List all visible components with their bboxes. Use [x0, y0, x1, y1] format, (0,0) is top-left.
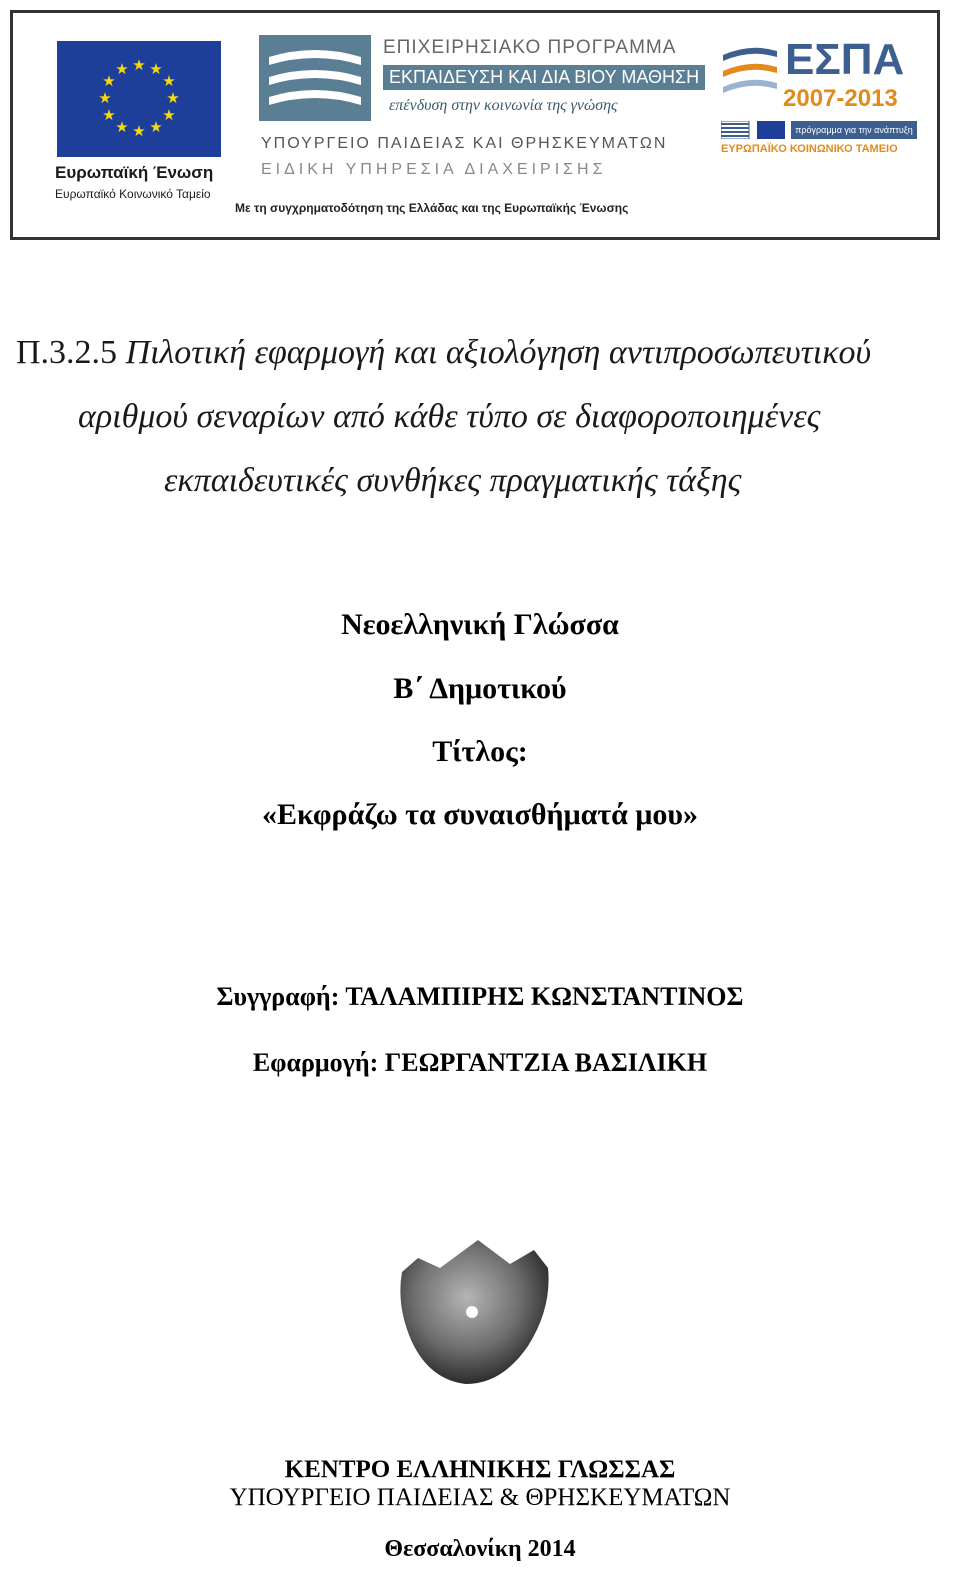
- scenario-title: «Εκφράζω τα συναισθήματά μου»: [262, 798, 698, 831]
- svg-text:★: ★: [102, 72, 116, 90]
- report-heading-line3: εκπαιδευτικές συνθήκες πραγματικής τάξης: [164, 462, 742, 499]
- report-code: Π.3.2.5: [16, 334, 118, 371]
- publisher-ministry: ΥΠΟΥΡΓΕΙΟ ΠΑΙΔΕΙΑΣ & ΘΡΗΣΚΕΥΜΑΤΩΝ: [229, 1484, 731, 1511]
- report-heading-line2: αριθμού σεναρίων από κάθε τύπο σε διαφοροποιημένες: [78, 398, 821, 435]
- svg-text:★: ★: [162, 72, 176, 90]
- subject-name: Νεοελληνική Γλώσσα: [341, 608, 619, 641]
- ministry-line1: ΥΠΟΥΡΓΕΙΟ ΠΑΙΔΕΙΑΣ ΚΑΙ ΘΡΗΣΚΕΥΜΑΤΩΝ: [261, 135, 668, 152]
- funding-banner: [10, 10, 940, 240]
- svg-text:★: ★: [132, 56, 146, 74]
- program-name-line2: ΕΚΠΑΙΔΕΥΣΗ ΚΑΙ ΔΙΑ ΒΙΟΥ ΜΑΘΗΣΗ: [383, 65, 705, 90]
- flags-icon: [721, 121, 787, 139]
- program-slogan: επένδυση στην κοινωνία της γνώσης: [389, 97, 618, 114]
- espa-years: 2007-2013: [783, 85, 898, 112]
- eu-name: Ευρωπαϊκή Ένωση: [55, 163, 214, 182]
- svg-text:★: ★: [132, 122, 146, 140]
- espa-swoosh-logo: [719, 41, 781, 111]
- heading-text-line1: Πιλοτική εφαρμογή και αξιολόγηση αντιπροσωπευτικού: [125, 334, 872, 371]
- grade-level: Β΄ Δημοτικού: [393, 672, 567, 705]
- publisher-name: ΚΕΝΤΡΟ ΕΛΛΗΝΙΚΗΣ ΓΛΩΣΣΑΣ: [284, 1456, 676, 1483]
- svg-text:★: ★: [166, 89, 180, 107]
- svg-text:★: ★: [162, 106, 176, 124]
- svg-text:★: ★: [115, 118, 129, 136]
- eu-fund-name: Ευρωπαϊκό Κοινωνικό Ταμείο: [55, 187, 211, 201]
- ministry-line2: ΕΙΔΙΚΗ ΥΠΗΡΕΣΙΑ ΔΙΑΧΕΙΡΙΣΗΣ: [261, 161, 607, 178]
- svg-text:★: ★: [102, 106, 116, 124]
- eu-stars-icon: [57, 41, 221, 157]
- eu-flag-logo: [57, 41, 221, 157]
- cofunding-note: Με τη συγχρηματοδότηση της Ελλάδας και της Ευρωπαϊκής Ένωσης: [235, 201, 629, 215]
- place-and-year: Θεσσαλονίκη 2014: [384, 1536, 576, 1562]
- svg-text:★: ★: [115, 60, 129, 78]
- report-heading-line1: [16, 334, 871, 372]
- title-label: Τίτλος:: [432, 735, 528, 768]
- implementation-credit: Εφαρμογή: ΓΕΩΡΓΑΝΤΖΙΑ ΒΑΣΙΛΙΚΗ: [252, 1048, 708, 1077]
- espa-tagline: πρόγραμμα για την ανάπτυξη: [791, 121, 917, 139]
- center-emblem-logo: [392, 1238, 552, 1388]
- svg-text:★: ★: [98, 89, 112, 107]
- author-credit: Συγγραφή: ΤΑΛΑΜΠΙΡΗΣ ΚΩΝΣΤΑΝΤΙΝΟΣ: [216, 982, 744, 1011]
- program-book-logo: [259, 35, 371, 121]
- svg-text:★: ★: [149, 118, 163, 136]
- espa-word: ΕΣΠΑ: [785, 35, 905, 84]
- svg-text:★: ★: [149, 60, 163, 78]
- program-name-line1: ΕΠΙΧΕΙΡΗΣΙΑΚΟ ΠΡΟΓΡΑΜΜΑ: [383, 37, 677, 58]
- espa-fund-name: ΕΥΡΩΠΑΪΚΟ ΚΟΙΝΩΝΙΚΟ ΤΑΜΕΙΟ: [721, 143, 898, 155]
